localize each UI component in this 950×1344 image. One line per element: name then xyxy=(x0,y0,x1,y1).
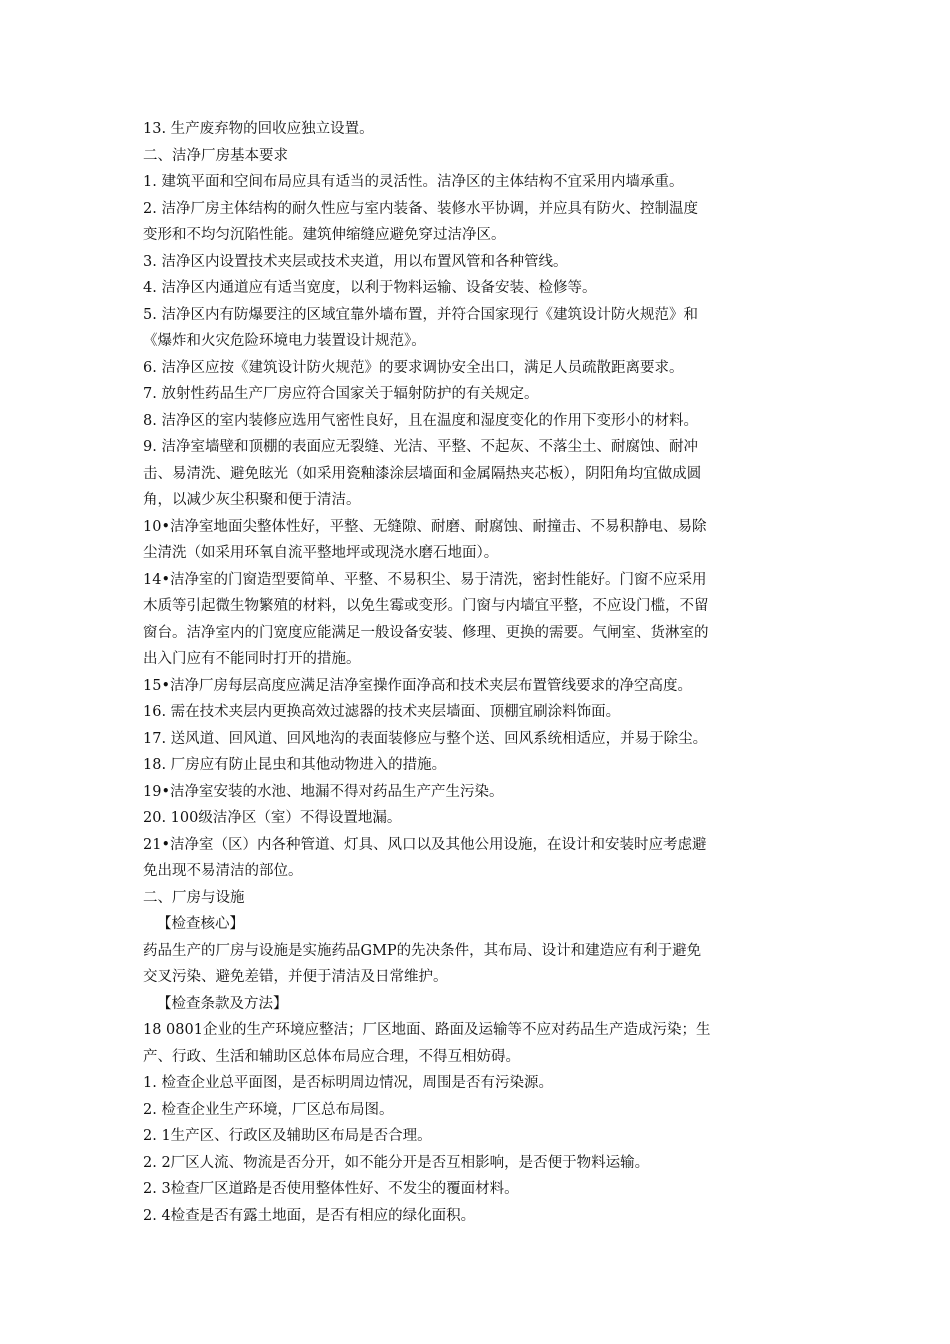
subheading-check-items: 【检查条款及方法】 xyxy=(157,995,288,1012)
text-line: 10•洁净室地面尖整体性好，平整、无缝隙、耐磨、耐腐蚀、耐撞击、不易积静电、易除 xyxy=(143,518,707,535)
text-line: 尘清洗（如采用环氧自流平整地坪或现浇水磨石地面）。 xyxy=(143,545,499,561)
text-line: 角，以减少灰尘积聚和便于清洁。 xyxy=(143,492,361,508)
text-line: 击、易清洗、避免眩光（如采用瓷釉漆涂层墙面和金属隔热夹芯板），阴阳角均宜做成圆 xyxy=(143,465,702,482)
text-line: 变形和不均匀沉陷性能。建筑伸缩缝应避免穿过洁净区。 xyxy=(143,227,506,243)
text-line: 2. 3检查厂区道路是否使用整体性好、不发尘的覆面材料。 xyxy=(143,1181,519,1197)
text-line: 20. 100级洁净区（室）不得设置地漏。 xyxy=(143,810,402,826)
text-line: 16. 需在技术夹层内更换高效过滤器的技术夹层墙面、顶棚宜刷涂料饰面。 xyxy=(143,704,621,720)
text-line: 18 0801企业的生产环境应整洁；厂区地面、路面及运输等不应对药品生产造成污染；生 xyxy=(143,1022,711,1038)
text-line: 13. 生产废弃物的回收应独立设置。 xyxy=(143,121,374,137)
text-line: 5. 洁净区内有防爆要注的区域宜靠外墙布置，并符合国家现行《建筑设计防火规范》和 xyxy=(143,306,698,323)
text-line: 14•洁净室的门窗造型要简单、平整、不易积尘、易于清洗，密封性能好。门窗不应采用 xyxy=(143,571,707,588)
text-line: 8. 洁净区的室内装修应选用气密性良好，且在温度和湿度变化的作用下变形小的材料。 xyxy=(143,412,698,429)
text-line: 1. 检查企业总平面图，是否标明周边情况，周围是否有污染源。 xyxy=(143,1075,553,1091)
text-line: 2. 检查企业生产环境，厂区总布局图。 xyxy=(143,1101,394,1118)
text-line: 18. 厂房应有防止昆虫和其他动物进入的措施。 xyxy=(143,757,447,773)
text-line: 17. 送风道、回风道、回风地沟的表面装修应与整个送、回风系统相适应，并易于除尘。 xyxy=(143,730,708,747)
text-line: 药品生产的厂房与设施是实施药品GMP的先决条件，其布局、设计和建造应有利于避免 xyxy=(143,942,702,959)
text-line: 窗台。洁净室内的门宽度应能满足一般设备安装、修理、更换的需要。气闸室、货淋室的 xyxy=(143,624,709,641)
text-line: 6. 洁净区应按《建筑设计防火规范》的要求调协安全出口，满足人员疏散距离要求。 xyxy=(143,359,684,376)
text-line: 产、行政、生活和辅助区总体布局应合理，不得互相妨碍。 xyxy=(143,1048,520,1065)
text-line: 15•洁净厂房每层高度应满足洁净室操作面净高和技术夹层布置管线要求的净空高度。 xyxy=(143,677,693,694)
text-line: 21•洁净室（区）内各种管道、灯具、风口以及其他公用设施，在设计和安装时应考虑避 xyxy=(143,836,707,853)
text-line: 2. 洁净厂房主体结构的耐久性应与室内装备、装修水平协调，并应具有防火、控制温度 xyxy=(143,200,698,217)
text-line: 7. 放射性药品生产厂房应符合国家关于辐射防护的有关规定。 xyxy=(143,386,539,402)
text-line: 4. 洁净区内通道应有适当宽度，以利于物料运输、设备安装、检修等。 xyxy=(143,280,597,296)
text-line: 免出现不易清洁的部位。 xyxy=(143,863,303,879)
text-line: 出入门应有不能同时打开的措施。 xyxy=(143,651,361,667)
document-page xyxy=(143,116,813,1229)
text-line: 《爆炸和火灾危险环境电力装置设计规范》。 xyxy=(143,333,426,349)
text-line: 交叉污染、避免差错，并便于清洁及日常维护。 xyxy=(143,969,448,985)
section-heading: 二、洁净厂房基本要求 xyxy=(143,147,288,164)
section-heading: 二、厂房与设施 xyxy=(143,889,245,906)
text-line: 2. 1生产区、行政区及辅助区布局是否合理。 xyxy=(143,1128,432,1144)
text-line: 2. 4检查是否有露土地面，是否有相应的绿化面积。 xyxy=(143,1207,476,1224)
text-line: 木质等引起微生物繁殖的材料，以免生霉或变形。门窗与内墙宜平整，不应设门槛，不留 xyxy=(143,598,709,614)
text-line: 2. 2厂区人流、物流是否分开，如不能分开是否互相影响，是否便于物料运输。 xyxy=(143,1154,650,1171)
text-line: 9. 洁净室墙壁和顶棚的表面应无裂缝、光洁、平整、不起灰、不落尘土、耐腐蚀、耐冲 xyxy=(143,439,698,455)
text-line: 19•洁净室安装的水池、地漏不得对药品生产产生污染。 xyxy=(143,783,504,800)
text-line: 3. 洁净区内设置技术夹层或技术夹道，用以布置风管和各种管线。 xyxy=(143,253,568,270)
subheading-check-core: 【检查核心】 xyxy=(157,916,244,932)
text-line: 1. 建筑平面和空间布局应具有适当的灵活性。洁净区的主体结构不宜采用内墙承重。 xyxy=(143,174,684,190)
